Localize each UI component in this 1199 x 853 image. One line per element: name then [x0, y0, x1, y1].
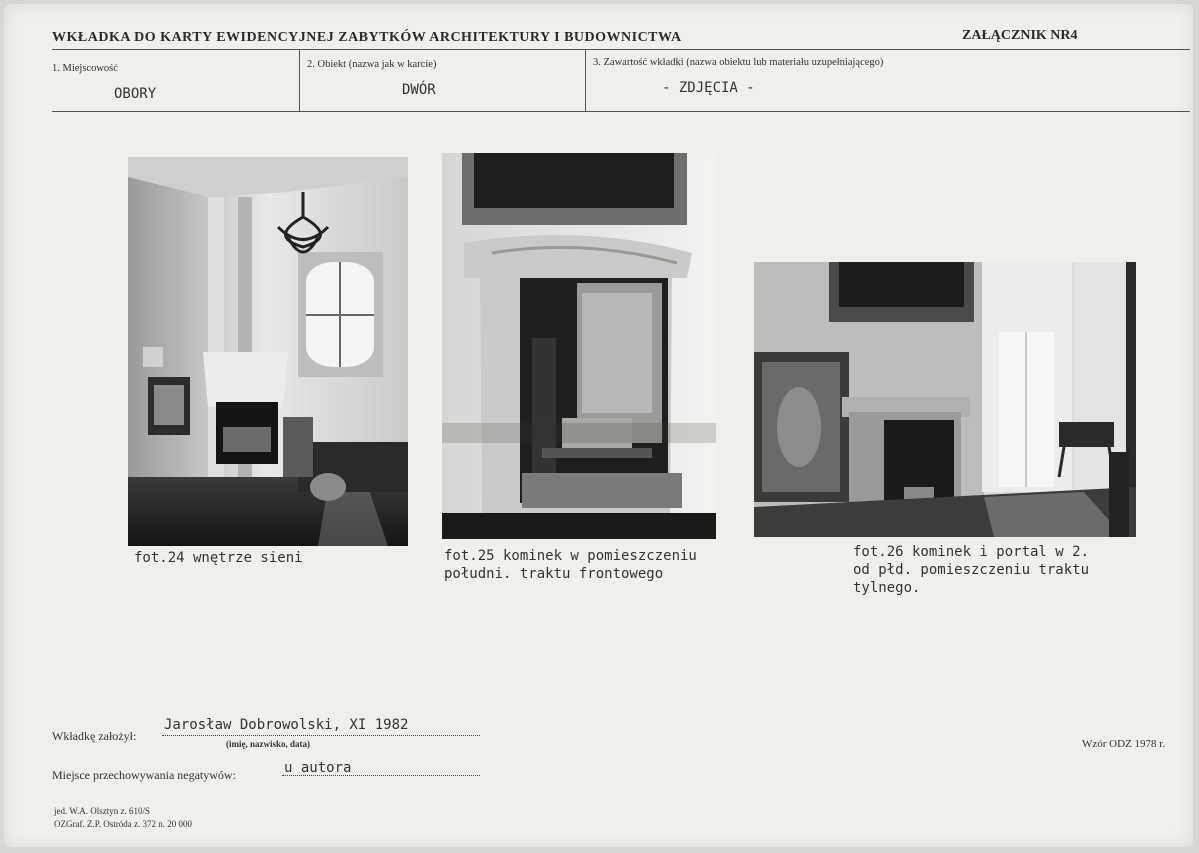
print-info: OZGraf. Z.P. Ostróda z. 372 n. 20 000 [54, 819, 192, 829]
negatives-label: Miejsce przechowywania negatywów: [52, 768, 236, 782]
photo-caption [134, 549, 303, 567]
fireplace-portal-image [754, 262, 1136, 537]
form-model: Wzór ODZ 1978 r. [1082, 738, 1166, 750]
photo-caption [853, 543, 1089, 597]
photo-hall-interior [128, 157, 408, 546]
print-info: jed. W.A. Olsztyn z. 610/S [54, 806, 150, 816]
field-divider [585, 49, 586, 111]
negatives-line [282, 775, 480, 776]
fireplace-image [442, 153, 716, 539]
content-value: - ZDJĘCIA - [662, 80, 755, 96]
object-value: DWÓR [402, 82, 436, 98]
object-label: 2. Obiekt (nazwa jak w karcie) [307, 59, 437, 70]
founder-line [162, 735, 480, 736]
sheet-title: WKŁADKA DO KARTY EWIDENCYJNEJ ZABYTKÓW ARCHITEKTURY I BUDOWNICTWA [52, 30, 682, 45]
founder-hint: (imię, nazwisko, data) [226, 739, 310, 749]
caption-line: fot.24 wnętrze sieni [134, 550, 303, 566]
fields-rule [52, 111, 1190, 112]
caption-line: południ. traktu frontowego [444, 566, 664, 582]
photo-fireplace-portal [754, 262, 1136, 537]
caption-line: tylnego. [853, 580, 921, 596]
place-label: 1. Miejscowość [52, 63, 118, 74]
founder-label: Wkładkę założył: [52, 729, 137, 743]
caption-line: fot.25 kominek w pomieszczeniu [444, 548, 697, 564]
negatives-value: u autora [284, 760, 352, 776]
hall-interior-image [128, 157, 408, 546]
photo-fireplace [442, 153, 716, 539]
header-rule [52, 49, 1190, 50]
annex-number: ZAŁĄCZNIK NR4 [962, 28, 1078, 43]
founder-value: Jarosław Dobrowolski, XI 1982 [164, 717, 409, 733]
caption-line: od płd. pomieszczeniu traktu [853, 562, 1090, 578]
field-divider [299, 49, 300, 111]
content-label: 3. Zawartość wkładki (nazwa obiektu lub materiału uzupełniającego) [593, 57, 884, 68]
caption-line: fot.26 kominek i portal w 2. [853, 544, 1090, 560]
place-value: OBORY [114, 86, 157, 102]
photo-caption [444, 547, 697, 583]
